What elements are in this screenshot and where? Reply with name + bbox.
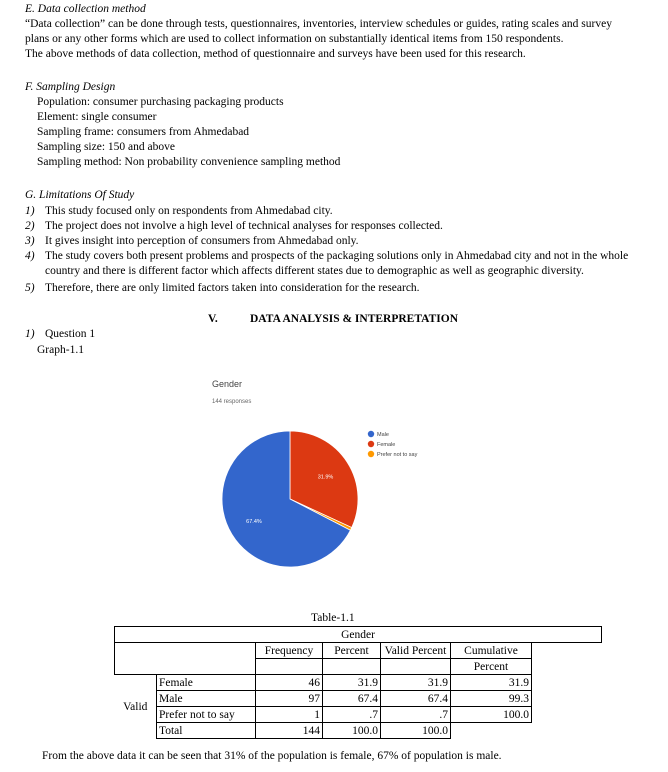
list-number: 4) bbox=[25, 250, 35, 262]
gender-frequency-table bbox=[114, 626, 602, 739]
cell-percent: 100.0 bbox=[323, 723, 381, 739]
conclusion-text: From the above data it can be seen that 31% of the population is female, 67% of population is male. bbox=[42, 750, 502, 762]
sampling-item: Sampling frame: consumers from Ahmedabad bbox=[37, 126, 250, 138]
header-frequency: Frequency bbox=[256, 643, 323, 659]
legend-label: Female bbox=[377, 442, 396, 448]
legend-label: Prefer not to say bbox=[377, 452, 418, 458]
gender-pie-chart bbox=[200, 372, 450, 582]
cell-frequency: 97 bbox=[256, 691, 323, 707]
list-number: 5) bbox=[25, 282, 35, 294]
sampling-item: Element: single consumer bbox=[37, 111, 157, 123]
header-blank bbox=[115, 643, 256, 675]
table-row bbox=[115, 675, 602, 691]
section-numeral: V. bbox=[208, 313, 218, 325]
cell-valid-percent: 67.4 bbox=[381, 691, 451, 707]
section-e-line-1: “Data collection” can be done through tests, questionnaires, inventories, interview schedules or guides, rating scales and survey bbox=[25, 18, 612, 30]
chart-subtitle: 144 responses bbox=[212, 399, 252, 405]
group-label: Valid bbox=[123, 700, 148, 713]
header-percent: Percent bbox=[323, 643, 381, 659]
cell-percent: 31.9 bbox=[323, 675, 381, 691]
section-e-line-3: The above methods of data collection, method of questionnaire and surveys have been used for this research. bbox=[25, 48, 526, 60]
header-cumulative-percent: Percent bbox=[451, 659, 532, 675]
header-valid-percent: Valid Percent bbox=[381, 643, 451, 659]
graph-label: Graph-1.1 bbox=[37, 344, 84, 356]
cell-frequency: 46 bbox=[256, 675, 323, 691]
header-cumulative: Cumulative bbox=[451, 643, 532, 659]
limitation-item: This study focused only on respondents from Ahmedabad city. bbox=[45, 205, 333, 217]
legend-swatch bbox=[368, 441, 374, 447]
limitation-item: The project does not involve a high level of technical analyses for responses collected. bbox=[45, 220, 443, 232]
list-number: 1) bbox=[25, 205, 35, 217]
list-number: 2) bbox=[25, 220, 35, 232]
table-row bbox=[115, 691, 602, 707]
pie-data-label: 67.4% bbox=[246, 518, 262, 525]
row-label: Male bbox=[157, 691, 256, 707]
limitation-item-continued: country and there is different factor which affects different states due to demographic as well as geographic diversity. bbox=[45, 265, 584, 277]
section-f-heading: F. Sampling Design bbox=[25, 81, 116, 93]
section-e-line-2: plans or any other forms which are used to collect information on substantially identical items from 150 respondents. bbox=[25, 33, 564, 45]
table-row bbox=[115, 707, 602, 723]
limitation-item: The study covers both present problems and prospects of the packaging solutions only in Ahmedabad city and not in the whole bbox=[45, 250, 629, 262]
sampling-item: Sampling size: 150 and above bbox=[37, 141, 175, 153]
limitation-item: It gives insight into perception of consumers from Ahmedabad only. bbox=[45, 235, 359, 247]
list-number: 3) bbox=[25, 235, 35, 247]
row-label: Female bbox=[157, 675, 256, 691]
table-row bbox=[115, 723, 602, 739]
row-label: Prefer not to say bbox=[157, 707, 256, 723]
legend-swatch bbox=[368, 451, 374, 457]
cell-valid-percent: 31.9 bbox=[381, 675, 451, 691]
row-label: Total bbox=[157, 723, 256, 739]
limitation-item: Therefore, there are only limited factors taken into consideration for the research. bbox=[45, 282, 420, 294]
legend-label: Male bbox=[377, 432, 389, 438]
legend-swatch bbox=[368, 431, 374, 437]
sampling-item: Population: consumer purchasing packaging products bbox=[37, 96, 284, 108]
question-label: Question 1 bbox=[45, 328, 96, 340]
cell-percent: .7 bbox=[323, 707, 381, 723]
section-g-heading: G. Limitations Of Study bbox=[25, 189, 135, 201]
cell-cumulative: 100.0 bbox=[451, 707, 532, 723]
table-title: Gender bbox=[115, 627, 602, 643]
list-number: 1) bbox=[25, 328, 35, 340]
pie-data-label: 31.9% bbox=[317, 474, 334, 481]
sampling-item: Sampling method: Non probability convenience sampling method bbox=[37, 156, 341, 168]
cell-percent: 67.4 bbox=[323, 691, 381, 707]
cell-frequency: 1 bbox=[256, 707, 323, 723]
cell-valid-percent: .7 bbox=[381, 707, 451, 723]
section-title: DATA ANALYSIS & INTERPRETATION bbox=[250, 313, 459, 325]
cell-valid-percent: 100.0 bbox=[381, 723, 451, 739]
chart-title: Gender bbox=[212, 379, 243, 389]
section-e-heading: E. Data collection method bbox=[25, 3, 146, 15]
cell-cumulative: 31.9 bbox=[451, 675, 532, 691]
table-caption: Table-1.1 bbox=[311, 612, 355, 624]
cell-cumulative bbox=[451, 723, 532, 739]
cell-frequency: 144 bbox=[256, 723, 323, 739]
cell-cumulative: 99.3 bbox=[451, 691, 532, 707]
